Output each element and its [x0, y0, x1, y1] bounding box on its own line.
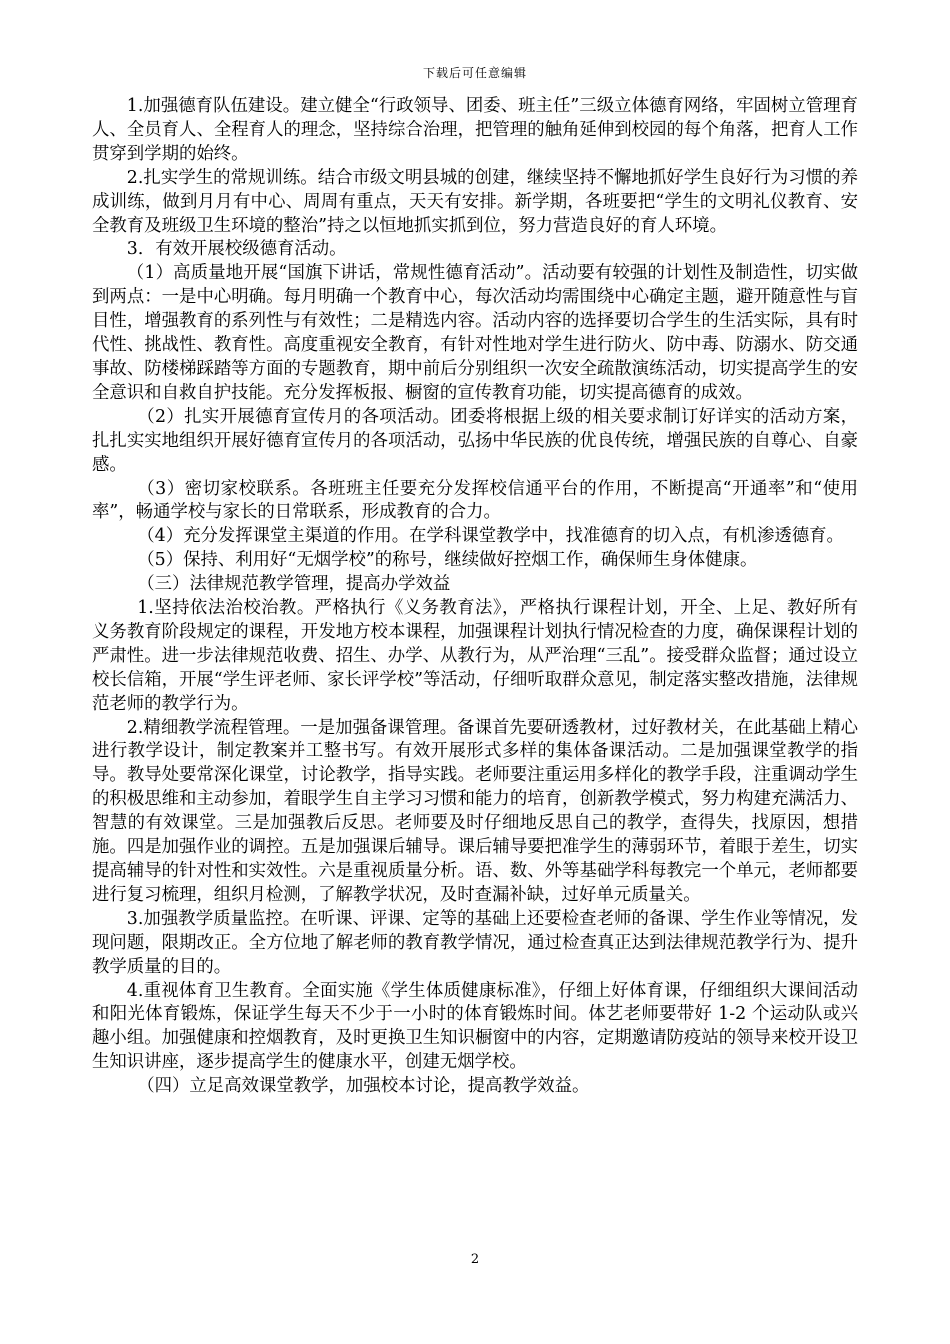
page-header: 下载后可任意编辑	[422, 66, 527, 80]
document-body	[92, 95, 858, 1099]
paragraph: （1）高质量地开展“国旗下讲话，常规性德育活动”。活动要有较强的计划性及制造性，切实做到两点：一是中心明确。每月明确一个教育中心，每次活动均需围绕中心确定主题，避开随意性与盲目性，增强教育的系列性与有效性；二是精选内容。活动内容的选择要切合学生的生活实际，具有时代性、挑战性、教育性。高度重视安全教育，有针对性地对学生进行防火、防中毒、防溺水、防交通事故、防楼梯踩踏等方面的专题教育，期中前后分别组织一次安全疏散演练活动，切实提高学生的安全意识和自救自护技能。充分发挥板报、橱窗的宣传教育功能，切实提高德育的成效。	[92, 263, 858, 403]
paragraph: （4）充分发挥课堂主渠道的作用。在学科课堂教学中，找准德育的切入点，有机渗透德育。	[137, 526, 844, 547]
paragraph: 1.加强德育队伍建设。建立健全“行政领导、团委、班主任”三级立体德育网络，牢固树立管理育人、全员育人、全程育人的理念，坚持综合治理，把管理的触角延伸到校园的每个角落，把育人工作贯穿到学期的始终。	[92, 96, 858, 164]
paragraph: 2.扎实学生的常规训练。结合市级文明县城的创建，继续坚持不懈地抓好学生良好行为习惯的养成训练，做到月月有中心、周周有重点，天天有安排。新学期，各班要把“学生的文明礼仪教育、安全教育及班级卫生环境的整治”持之以恒地抓实抓到位，努力营造良好的育人环境。	[92, 167, 858, 236]
paragraph: 1.坚持依法治校治教。严格执行《义务教育法》，严格执行课程计划，开全、上足、教好所有义务教育阶段规定的课程，开发地方校本课程，加强课程计划执行情况检查的力度，确保课程计划的严肃性。进一步法律规范收费、招生、办学、从教行为，从严治理“三乱”。接受群众监督；通过设立校长信箱，开展“学生评老师、家长评学校”等活动，仔细听取群众意见，制定落实整改措施，法律规范老师的教学行为。	[92, 598, 858, 714]
paragraph: 3.加强教学质量监控。在听课、评课、定等的基础上还要检查老师的备课、学生作业等情况，发现问题，限期改正。全方位地了解老师的教育教学情况，通过检查真正达到法律规范教学行为、提升教学质量的目的。	[92, 908, 858, 977]
page-number: 2	[470, 1252, 480, 1267]
paragraph: 3．有效开展校级德育活动。	[126, 239, 347, 260]
paragraph: （2）扎实开展德育宣传月的各项活动。团委将根据上级的相关要求制订好详实的活动方案，扎扎实实地组织开展好德育宣传月的各项活动，弘扬中华民族的优良传统，增强民族的自尊心、自豪感。	[92, 406, 858, 475]
paragraph: （三）法律规范教学管理，提高办学效益	[137, 574, 451, 595]
paragraph: （5）保持、利用好“无烟学校”的称号，继续做好控烟工作，确保师生身体健康。	[137, 550, 758, 571]
paragraph: 2.精细教学流程管理。一是加强备课管理。备课首先要研透教材，过好教材关，在此基础上精心进行教学设计，制定教案并工整书写。有效开展形式多样的集体备课活动。二是加强课堂教学的指导。教导处要常深化课堂，讨论教学，指导实践。老师要注重运用多样化的教学手段，注重调动学生的积极思维和主动参加，着眼学生自主学习习惯和能力的培育，创新教学模式，努力构建充满活力、智慧的有效课堂。三是加强教后反思。老师要及时仔细地反思自己的教学，查得失，找原因，想措施。四是加强作业的调控。五是加强课后辅导。课后辅导要把准学生的薄弱环节，着眼于差生，切实提高辅导的针对性和实效性。六是重视质量分析。语、数、外等基础学科每教完一个单元，老师都要进行复习梳理，组织月检测，了解教学状况，及时查漏补缺，过好单元质量关。	[92, 717, 858, 905]
paragraph: （四）立足高效课堂教学，加强校本讨论，提高教学效益。	[137, 1076, 590, 1097]
paragraph: 4.重视体育卫生教育。全面实施《学生体质健康标准》，仔细上好体育课，仔细组织大课间活动和阳光体育锻炼，保证学生每天不少于一小时的体育锻炼时间。体艺老师要带好 1-2 个运动队或兴趣小组。加强健康和控烟教育，及时更换卫生知识橱窗中的内容，定期邀请防疫站的领导来校开设卫生知识讲座，逐步提高学生的健康水平，创建无烟学校。	[92, 980, 858, 1073]
paragraph: （3）密切家校联系。各班班主任要充分发挥校信通平台的作用，不断提高“开通率”和“使用率”，畅通学校与家长的日常联系，形成教育的合力。	[92, 478, 858, 523]
